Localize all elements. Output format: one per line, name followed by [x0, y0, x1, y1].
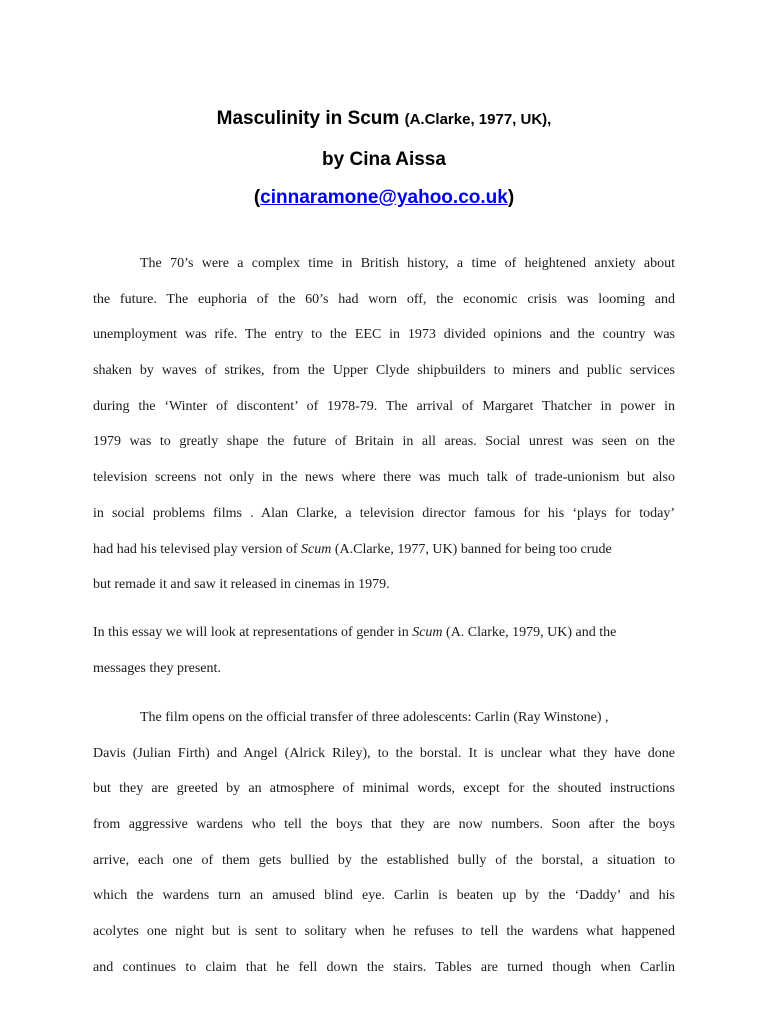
paragraph-line: arrive, each one of them gets bullied by the established bully of the borstal, a situation to: [93, 852, 675, 868]
email-line: [0, 187, 768, 209]
paragraph-line: which the wardens turn an amused blind eye. Carlin is beaten up by the ‘Daddy’ and his: [93, 888, 675, 904]
paragraph-line: the future. The euphoria of the 60’s had worn off, the economic crisis was looming and: [93, 291, 675, 307]
paragraph-line: messages they present.: [93, 660, 221, 676]
paragraph-line: but they are greeted by an atmosphere of minimal words, except for the shouted instructions: [93, 781, 675, 797]
paragraph-line: The film opens on the official transfer of three adolescents: Carlin (Ray Winstone) ,: [140, 710, 609, 725]
paragraph-line: [93, 623, 675, 659]
paragraph-2: [93, 623, 675, 694]
author-line: by Cina Aissa: [322, 149, 446, 170]
paragraph-line: [93, 540, 675, 576]
paragraph-line: Davis (Julian Firth) and Angel (Alrick Riley), to the borstal. It is unclear what they have done: [93, 745, 675, 761]
email-close-paren: ): [507, 187, 515, 208]
film-title: Scum: [412, 625, 443, 640]
email-open-paren: (: [253, 187, 261, 208]
paragraph-line: 1979 was to greatly shape the future of Britain in all areas. Social unrest was seen on the: [93, 434, 675, 450]
title-main: Masculinity in Scum: [216, 108, 400, 129]
paragraph-1: [93, 254, 675, 611]
line-text: (A.Clarke, 1977, UK) banned for being too crude: [334, 541, 612, 557]
paragraph-line: and continues to claim that he fell down the stairs. Tables are turned though when Carlin: [93, 959, 675, 975]
paragraph-line: television screens not only in the news where there was much talk of trade-unionism but also: [93, 470, 675, 486]
paragraph-line: from aggressive wardens who tell the boys that they are now numbers. Soon after the boys: [93, 817, 675, 833]
paragraph-line: during the ‘Winter of discontent’ of 1978-79. The arrival of Margaret Thatcher in power in: [93, 398, 675, 414]
paragraph-line: acolytes one night but is sent to solitary when he refuses to tell the wardens what happened: [93, 924, 675, 940]
line-text: had had his televised play version of: [93, 541, 298, 557]
paragraph-3: [93, 708, 675, 994]
line-text: In this essay we will look at representations of gender in: [93, 625, 409, 640]
line-text: (A. Clarke, 1979, UK) and the: [446, 625, 617, 640]
document-title: [0, 108, 768, 130]
paragraph-line: The 70’s were a complex time in British history, a time of heightened anxiety about: [140, 256, 675, 271]
film-title: Scum: [301, 541, 332, 557]
paragraph-line: unemployment was rife. The entry to the EEC in 1973 divided opinions and the country was: [93, 327, 675, 343]
paragraph-line: shaken by waves of strikes, from the Upper Clyde shipbuilders to miners and public services: [93, 363, 675, 379]
paragraph-line: but remade it and saw it released in cinemas in 1979.: [93, 577, 390, 593]
email-link[interactable]: cinnaramone@yahoo.co.uk: [260, 187, 508, 208]
title-subtitle: (A.Clarke, 1977, UK),: [404, 111, 552, 128]
paragraph-line: in social problems films . Alan Clarke, a television director famous for his ‘plays for today’: [93, 505, 675, 521]
